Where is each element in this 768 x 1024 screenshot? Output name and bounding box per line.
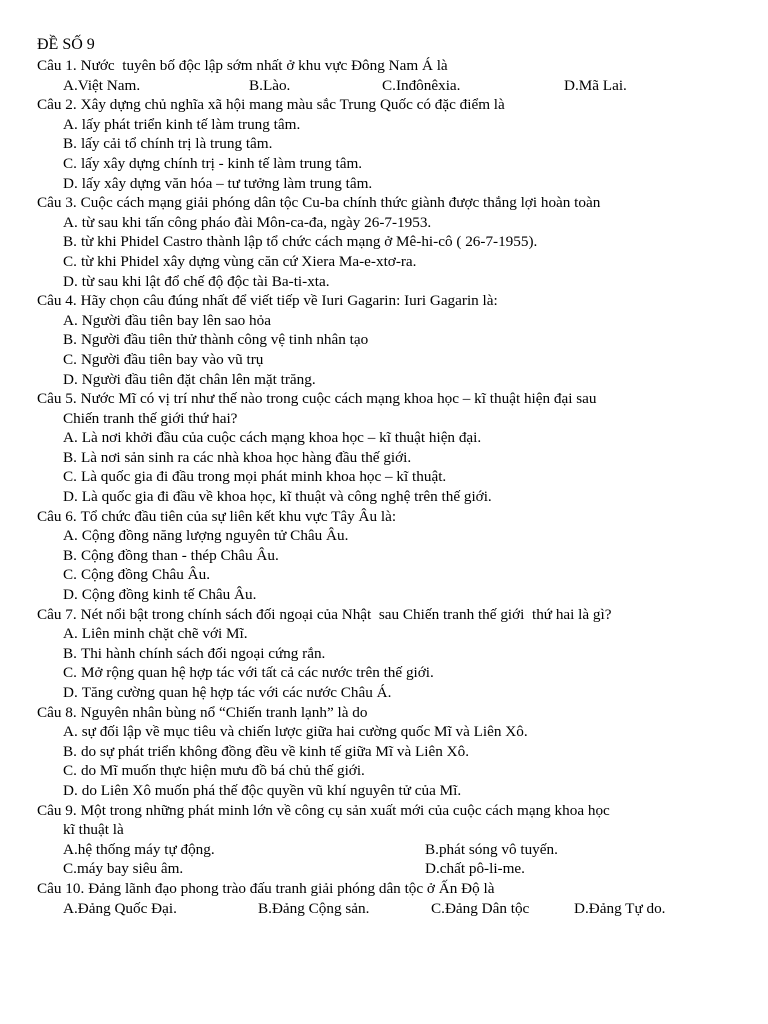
question-stem [37, 605, 727, 625]
option-d[interactable] [37, 272, 727, 292]
option-letter: B. [63, 331, 77, 349]
option-letter: C. [63, 762, 77, 780]
option-letter: B. [425, 840, 439, 858]
option-d[interactable] [564, 76, 724, 96]
option-letter: B. [63, 135, 77, 153]
option-text: Đảng Cộng sản. [271, 899, 370, 917]
option-text: từ khi Phidel xây dựng vùng căn cứ Xiera Ma-e-xtơ-ra. [80, 252, 417, 270]
question-number: Câu 4. [37, 292, 77, 310]
option-letter: A. [63, 76, 78, 94]
option-letter: D. [63, 781, 78, 799]
option-b[interactable] [37, 232, 727, 252]
option-letter: D. [63, 272, 78, 290]
option-c[interactable] [37, 350, 727, 370]
question-text: Nguyên nhân bùng nổ “Chiến tranh lạnh” là do [80, 703, 368, 721]
option-letter: A. [63, 899, 78, 917]
question-7 [37, 605, 727, 703]
question-6 [37, 507, 727, 605]
option-text: lấy phát triển kinh tế làm trung tâm. [81, 115, 301, 133]
option-b[interactable] [258, 899, 431, 919]
option-text: chất pô-li-me. [439, 860, 525, 878]
option-c[interactable] [37, 663, 727, 683]
question-8 [37, 703, 727, 801]
question-stem [37, 291, 727, 311]
question-4 [37, 291, 727, 389]
question-text: Nét nổi bật trong chính sách đối ngoại của Nhật sau Chiến tranh thế giới thứ hai là gì? [80, 605, 612, 623]
option-b[interactable] [37, 546, 727, 566]
question-1 [37, 56, 727, 95]
option-c[interactable] [37, 761, 727, 781]
option-c[interactable] [37, 467, 727, 487]
option-letter: C. [63, 154, 77, 172]
options-row [37, 76, 727, 96]
option-text: sự đối lập về mục tiêu và chiến lược giữa hai cường quốc Mĩ và Liên Xô. [81, 723, 528, 741]
option-letter: B. [63, 644, 77, 662]
option-letter: C. [63, 860, 77, 878]
option-letter: C. [382, 76, 396, 94]
option-letter: D. [63, 488, 78, 506]
exam-title: ĐỀ SỐ 9 [37, 36, 95, 53]
option-d[interactable] [37, 370, 727, 390]
question-stem [37, 801, 727, 821]
question-text: Xây dựng chủ nghĩa xã hội mang màu sắc Trung Quốc có đặc điểm là [80, 96, 505, 114]
question-9 [37, 801, 727, 879]
option-letter: B. [249, 76, 263, 94]
option-d[interactable] [425, 859, 725, 879]
question-5 [37, 389, 727, 507]
question-number: Câu 2. [37, 96, 77, 114]
question-3 [37, 193, 727, 291]
question-number: Câu 7. [37, 605, 77, 623]
option-letter: A. [63, 840, 78, 858]
question-stem [37, 703, 727, 723]
option-text: Cộng đồng năng lượng nguyên tử Châu Âu. [81, 527, 349, 545]
option-letter: D. [63, 684, 78, 701]
question-text-continued: kĩ thuật là [63, 821, 124, 839]
option-c[interactable] [37, 565, 727, 585]
option-a[interactable] [37, 722, 727, 742]
option-text: từ sau khi lật đổ chế độ độc tài Ba-ti-xta. [81, 272, 330, 290]
option-text: từ sau khi tấn công pháo đài Môn-ca-đa, ngày 26-7-1953. [81, 213, 432, 231]
option-a[interactable] [37, 428, 727, 448]
option-a[interactable] [37, 624, 727, 644]
option-text: Người đầu tiên bay vào vũ trụ [80, 350, 264, 368]
question-number: Câu 10. [37, 879, 85, 897]
option-text: Cộng đồng Châu Âu. [80, 566, 211, 584]
question-number: Câu 6. [37, 507, 77, 525]
option-b[interactable] [37, 330, 727, 350]
option-b[interactable] [249, 76, 382, 96]
option-text: Đảng Dân tộc [444, 899, 530, 917]
question-stem [37, 193, 727, 213]
option-letter: A. [63, 213, 78, 231]
options-row [37, 840, 727, 860]
option-letter: D. [425, 860, 440, 878]
option-letter: B. [63, 448, 77, 466]
option-a[interactable] [37, 213, 727, 233]
option-d[interactable] [37, 174, 727, 194]
question-text: Một trong những phát minh lớn về công cụ sản xuất mới của cuộc cách mạng khoa học [80, 801, 610, 819]
question-stem [37, 95, 727, 115]
option-text: phát sóng vô tuyến. [438, 840, 558, 858]
option-text: Tăng cường quan hệ hợp tác với các nước Châu Á. [81, 684, 392, 701]
question-stem [37, 879, 727, 899]
option-text: Liên minh chặt chẽ với Mĩ. [81, 625, 248, 643]
question-number: Câu 3. [37, 194, 77, 212]
question-text: Tổ chức đầu tiên của sự liên kết khu vực Tây Âu là: [80, 507, 397, 525]
option-text: Lào. [262, 76, 291, 94]
option-c[interactable] [382, 76, 564, 96]
option-text: Inđônêxia. [395, 76, 461, 94]
question-stem [37, 507, 727, 527]
option-d[interactable] [37, 781, 727, 801]
option-letter: D. [63, 174, 78, 192]
option-letter: A. [63, 311, 78, 329]
options-row [37, 859, 727, 879]
option-text: do sự phát triển không đồng đều về kinh tế giữa Mĩ và Liên Xô. [80, 742, 470, 760]
option-text: lấy cải tổ chính trị là trung tâm. [80, 135, 273, 153]
option-c[interactable] [37, 252, 727, 272]
option-b[interactable] [37, 742, 727, 762]
option-letter: D. [564, 76, 579, 94]
option-text: do Liên Xô muốn phá thế độc quyền vũ khí nguyên tử của Mĩ. [81, 781, 462, 799]
option-text: Cộng đồng kinh tế Châu Âu. [81, 586, 257, 604]
option-text: Thi hành chính sách đối ngoại cứng rắn. [80, 644, 326, 662]
option-text: do Mĩ muốn thực hiện mưu đồ bá chủ thế giới. [80, 762, 365, 780]
option-c[interactable] [63, 859, 425, 879]
question-text: Hãy chọn câu đúng nhất để viết tiếp về Iuri Gagarin: Iuri Gagarin là: [80, 292, 498, 310]
option-letter: C. [63, 566, 77, 584]
option-a[interactable] [63, 76, 249, 96]
option-text: Cộng đồng than - thép Châu Âu. [80, 546, 279, 564]
option-letter: A. [63, 429, 78, 447]
option-text: Là nơi sản sinh ra các nhà khoa học hàng đầu thế giới. [80, 448, 412, 466]
option-letter: C. [63, 664, 77, 682]
option-a[interactable] [37, 115, 727, 135]
question-2 [37, 95, 727, 193]
option-text: Đảng Quốc Đại. [77, 899, 177, 917]
option-text: Người đầu tiên bay lên sao hỏa [81, 311, 271, 329]
option-b[interactable] [37, 134, 727, 154]
question-text: Đảng lãnh đạo phong trào đấu tranh giải phóng dân tộc ở Ấn Độ là [88, 879, 495, 897]
option-a[interactable] [63, 840, 425, 860]
options-row [37, 899, 727, 919]
question-number: Câu 9. [37, 801, 77, 819]
option-text: Là quốc gia đi đầu trong mọi phát minh khoa học – kĩ thuật. [80, 468, 447, 486]
option-b[interactable] [37, 448, 727, 468]
option-text: máy bay siêu âm. [76, 860, 184, 878]
option-letter: C. [63, 468, 77, 486]
option-d[interactable] [37, 487, 727, 507]
option-d[interactable] [574, 899, 734, 919]
option-text: lấy xây dựng chính trị - kinh tế làm trung tâm. [80, 154, 363, 172]
option-text: lấy xây dựng văn hóa – tư tưởng làm trung tâm. [81, 174, 373, 192]
option-letter: D. [63, 370, 78, 388]
question-stem [37, 56, 727, 76]
option-text: Người đầu tiên đặt chân lên mặt trăng. [81, 370, 316, 388]
option-letter: B. [63, 742, 77, 760]
option-letter: D. [574, 899, 589, 917]
option-d[interactable] [37, 585, 727, 605]
question-text: Nước Mĩ có vị trí như thế nào trong cuộc cách mạng khoa học – kĩ thuật hiện đại sau [80, 390, 597, 408]
option-letter: C. [431, 899, 445, 917]
question-number: Câu 8. [37, 703, 77, 721]
option-text: từ khi Phidel Castro thành lập tổ chức cách mạng ở Mê-hi-cô ( 26-7-1955). [80, 233, 538, 251]
option-a[interactable] [63, 899, 258, 919]
question-text: Nước tuyên bố độc lập sớm nhất ở khu vực Đông Nam Á là [80, 57, 448, 74]
option-letter: C. [63, 350, 77, 368]
option-text: Mã Lai. [578, 76, 627, 94]
question-number: Câu 5. [37, 390, 77, 408]
option-c[interactable] [431, 899, 574, 919]
question-10 [37, 879, 727, 918]
option-d[interactable] [37, 683, 727, 703]
option-letter: A. [63, 625, 78, 643]
option-c[interactable] [37, 154, 727, 174]
option-text: Việt Nam. [77, 76, 141, 94]
option-a[interactable] [37, 311, 727, 331]
option-b[interactable] [425, 840, 725, 860]
option-b[interactable] [37, 644, 727, 664]
option-text: hệ thống máy tự động. [77, 840, 215, 858]
option-text: Là nơi khởi đầu của cuộc cách mạng khoa học – kĩ thuật hiện đại. [81, 429, 482, 447]
option-letter: A. [63, 115, 78, 133]
option-text: Đảng Tự do. [588, 899, 666, 917]
question-text: Cuộc cách mạng giải phóng dân tộc Cu-ba chính thức giành được thắng lợi hoàn toàn [80, 194, 601, 212]
option-text: Người đầu tiên thử thành công vệ tinh nhân tạo [80, 331, 369, 349]
option-letter: B. [258, 899, 272, 917]
question-number: Câu 1. [37, 57, 77, 74]
option-text: Mở rộng quan hệ hợp tác với tất cả các nước trên thế giới. [80, 664, 434, 682]
exam-page [37, 35, 727, 918]
option-letter: A. [63, 527, 78, 545]
option-letter: B. [63, 233, 77, 251]
option-a[interactable] [37, 526, 727, 546]
option-letter: B. [63, 546, 77, 564]
question-stem [37, 389, 727, 409]
option-text: Là quốc gia đi đầu về khoa học, kĩ thuật và công nghệ trên thế giới. [81, 488, 492, 506]
option-letter: C. [63, 252, 77, 270]
question-text-continued: Chiến tranh thế giới thứ hai? [63, 409, 238, 427]
option-letter: A. [63, 723, 78, 741]
option-letter: D. [63, 586, 78, 604]
